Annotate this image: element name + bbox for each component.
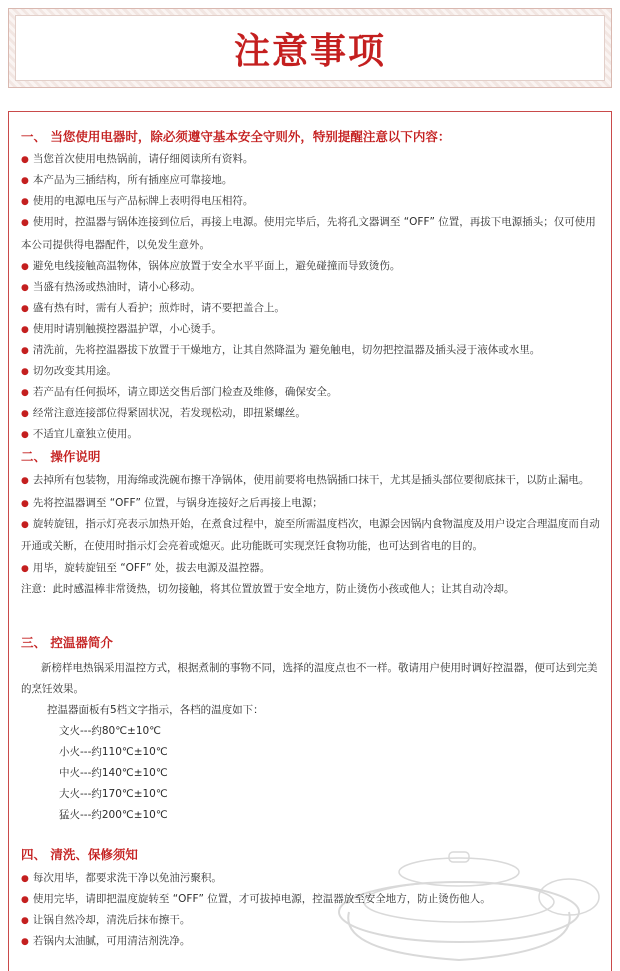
list-item: ● 盛有热有时，需有人看护；煎炸时，请不要把盖合上。 (21, 302, 285, 314)
temperature-level: 小火---约110℃±10℃ (59, 746, 168, 758)
bullet-icon: ● (21, 430, 29, 440)
bullet-icon: ● (21, 874, 29, 884)
bullet-icon: ● (21, 476, 29, 486)
page-title: 注意事项 (233, 29, 386, 72)
section-heading: 三、 控温器简介 (21, 635, 113, 650)
bullet-icon: ● (21, 498, 29, 509)
bullet-icon: ● (21, 367, 29, 377)
section-safety (21, 128, 603, 445)
list-item: ● 每次用毕，都要求洗干净以免油污聚积。 (21, 872, 222, 884)
list-item: ● 切勿改变其用途。 (21, 365, 117, 377)
list-item: ● 若锅内太油腻，可用清洁剂洗净。 (21, 935, 191, 947)
list-item: ● 避免电线接触高温物体，锅体应放置于安全水平平面上，避免碰撞而导致烫伤。 (21, 260, 401, 272)
controller-panel-text: 控温器面板有5档文字指示，各档的温度如下： (47, 704, 264, 716)
content-panel (8, 111, 612, 971)
list-item: ● 本产品为三插结构，所有插座应可靠接地。 (21, 174, 233, 186)
list-item: ● 先将控温器调至 “OFF” 位置，与锅身连接好之后再接上电源； (21, 496, 323, 509)
section-controller (21, 634, 603, 826)
list-item: ● 旋转旋钮，指示灯亮表示加热开始，在煮食过程中，旋至所需温度档次，电源会因锅内食物温度及用户设定合理温度而自动开通或关断，在使用时指示灯会亮着或熄灭。此功能既可实现烹饪食物功能，也可达到省电的目的。 (21, 517, 600, 552)
list-item: ● 使用时，控温器与锅体连接到位后，再接上电源。使用完毕后，先将孔文器调至 “OFF” 位置，再拔下电源插头；仅可使用本公司提供得电器配件，以免发生意外。 (21, 216, 596, 251)
list-item: ● 使用的电源电压与产品标牌上表明得电压相符。 (21, 195, 254, 207)
list-item: ● 去掉所有包装物，用海绵或洗碗布擦干净锅体，使用前要将电热锅插口抹干，尤其是插头部位要彻底抹干，以防止漏电。 (21, 474, 590, 486)
section-heading: 一、 当您使用电器时，除必须遵守基本安全守则外，特别提醒注意以下内容： (21, 129, 451, 144)
bullet-icon: ● (21, 895, 29, 905)
bullet-icon: ● (21, 155, 29, 165)
list-item: ● 经常注意连接部位得紧固状况，若发现松动，即扭紧螺丝。 (21, 407, 306, 419)
operation-list (21, 470, 603, 599)
list-item: ● 若产品有任何损坏，请立即送交售后部门检查及维修，确保安全。 (21, 386, 338, 398)
bullet-icon: ● (21, 563, 29, 574)
operation-note: 注意：此时感温棒非常烫热，切勿接触，将其位置放置于安全地方，防止烫伤小孩或他人；让其自动冷却。 (21, 582, 515, 595)
bullet-icon: ● (21, 197, 29, 207)
cleaning-list (21, 868, 603, 952)
bullet-icon: ● (21, 262, 29, 272)
list-item: ● 让锅自然冷却，清洗后抹布擦干。 (21, 914, 191, 926)
title-banner-inner (15, 15, 605, 81)
list-item: ● 当盛有热汤或热油时，请小心移动。 (21, 281, 201, 293)
list-item: ● 不适宜儿童独立使用。 (21, 428, 138, 440)
list-item: ● 当您首次使用电热锅前，请仔细阅读所有资料。 (21, 153, 254, 165)
bullet-icon: ● (21, 388, 29, 398)
bullet-icon: ● (21, 218, 29, 228)
temperature-level: 文火---约80℃±10℃ (59, 725, 161, 737)
list-item: ● 使用时请别触摸控器温护罩，小心烫手。 (21, 323, 222, 335)
bullet-icon: ● (21, 937, 29, 947)
bullet-icon: ● (21, 283, 29, 293)
section-operation (21, 448, 603, 599)
bullet-icon: ● (21, 916, 29, 926)
bullet-icon: ● (21, 409, 29, 419)
controller-intro: 新榜样电热锅采用温控方式，根据煮制的事物不同，选择的温度点也不一样。敬请用户使用时调好控温器，便可达到完美的烹饪效果。 (21, 662, 598, 695)
bullet-icon: ● (21, 325, 29, 335)
title-banner (8, 8, 612, 88)
safety-list (21, 149, 603, 445)
list-item: ● 清洗前，先将控温器拔下放置于干燥地方，让其自然降温为 避免触电，切勿把控温器及插头浸于液体或水里。 (21, 344, 541, 356)
bullet-icon: ● (21, 346, 29, 356)
controller-levels (21, 700, 603, 826)
section-heading: 四、 清洗、保修须知 (21, 847, 138, 862)
bullet-icon: ● (21, 176, 29, 186)
list-item: ● 使用完毕，请即把温度旋转至 “OFF” 位置，才可拔掉电源，控温器放至安全地方，防止烫伤他人。 (21, 893, 491, 905)
section-cleaning (21, 846, 603, 952)
list-item: ● 用毕，旋转旋钮至 “OFF” 处，拔去电源及温控器。 (21, 561, 271, 574)
bullet-icon: ● (21, 304, 29, 314)
bullet-icon: ● (21, 519, 29, 530)
section-heading: 二、 操作说明 (21, 449, 101, 464)
temperature-level: 大火---约170℃±10℃ (59, 788, 168, 800)
temperature-level: 中火---约140℃±10℃ (59, 767, 168, 779)
temperature-level: 猛火---约200℃±10℃ (59, 809, 168, 821)
